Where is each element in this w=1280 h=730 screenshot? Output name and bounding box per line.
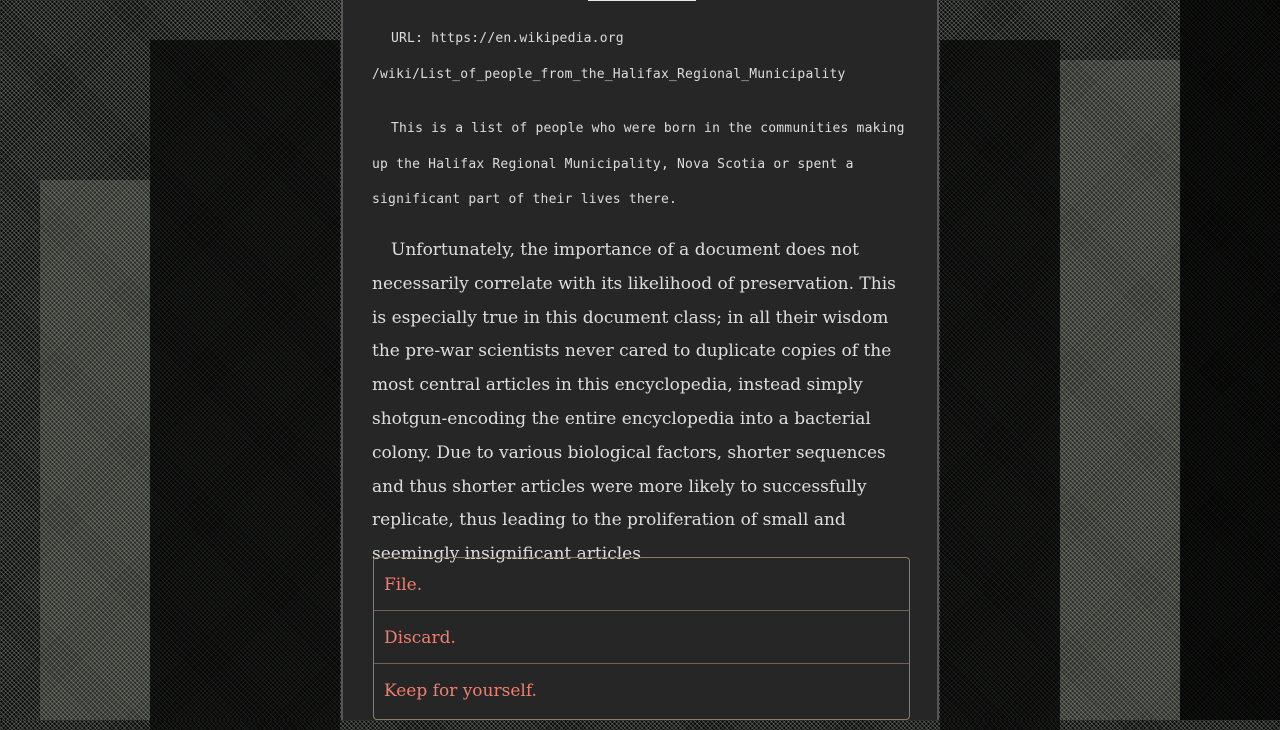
choice-file[interactable]: File. xyxy=(374,558,909,611)
document-url xyxy=(372,21,912,92)
background-pillar-right-far xyxy=(1180,0,1280,720)
choice-list xyxy=(373,557,910,720)
choice-discard[interactable]: Discard. xyxy=(374,611,909,664)
top-scroll-stub xyxy=(588,0,696,1)
background-band-right xyxy=(1060,60,1180,720)
choice-keep[interactable]: Keep for yourself. xyxy=(384,681,537,701)
document-panel xyxy=(341,0,939,720)
narration-text: Unfortunately, the importance of a document does not necessarily correlate with its likelihood of preservation. This is especially true in this document class; in all their wisdom the pre-war scientists never cared to duplicate copies of the most central articles in this encyclopedia, instead simply shotgun-encoding the entire encyclopedia into a bacterial colony. Due to various biological factors, shorter sequences and thus shorter articles were more likely to successfully replicate, thus leading to the proliferation of small and seemingly insignificant articles xyxy=(372,240,896,565)
url-line-1: URL: https://en.wikipedia.org xyxy=(391,31,624,46)
background-band-left xyxy=(40,180,150,720)
background-pillar-right xyxy=(940,40,1060,730)
url-line-2: /wiki/List_of_people_from_the_Halifax_Regional_Municipality xyxy=(372,66,846,82)
document-summary: This is a list of people who were born in the communities making up the Halifax Regional Municipality, Nova Scotia or spent a significant part of their lives there. xyxy=(372,121,905,207)
background-pillar-left xyxy=(150,40,340,730)
